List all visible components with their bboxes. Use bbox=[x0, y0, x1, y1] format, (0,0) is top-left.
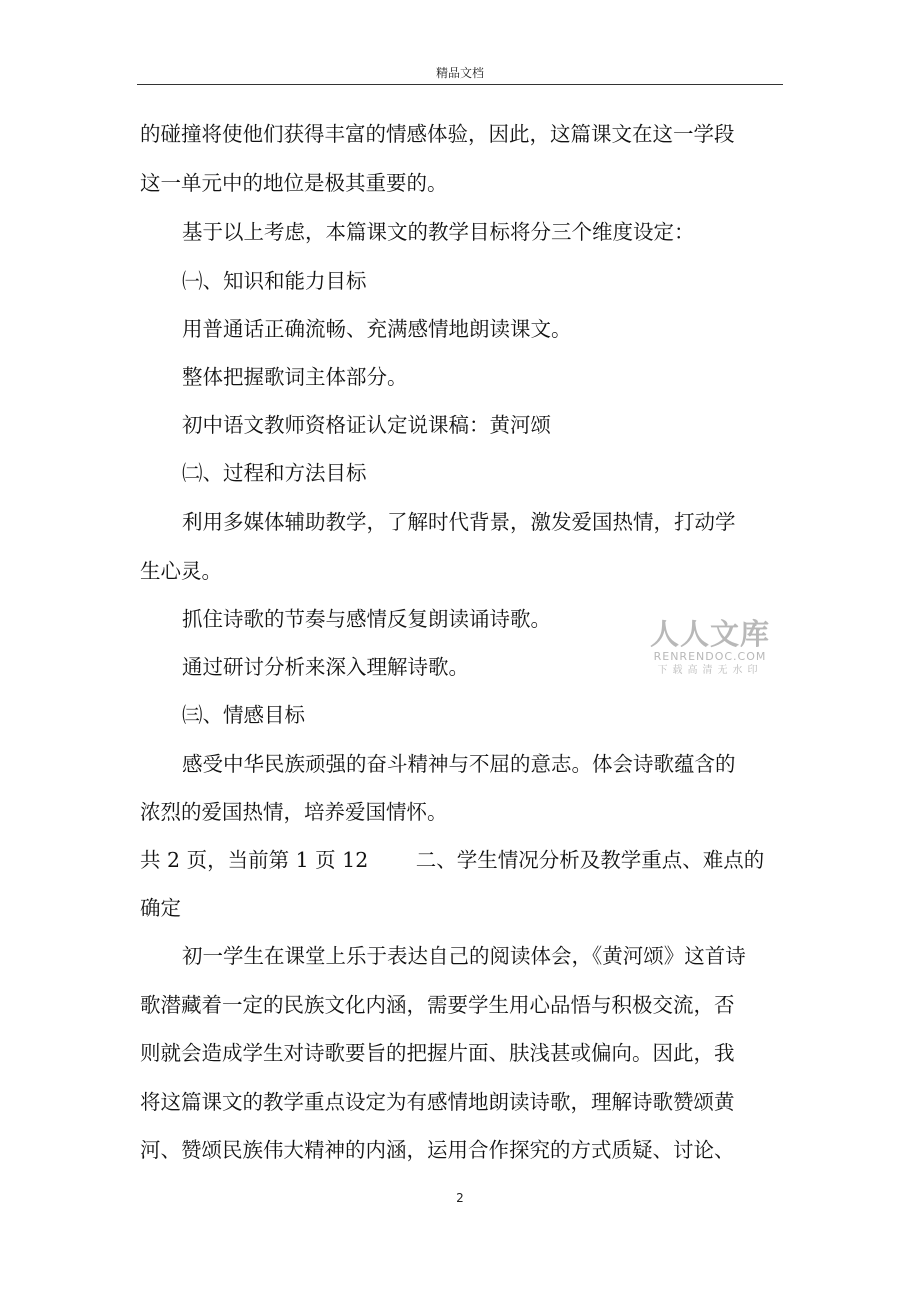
text-line: 感受中华民族顽强的奋斗精神与不屈的意志。体会诗歌蕴含的 bbox=[182, 752, 736, 776]
text-line: 共 2 页，当前第 1 页 12 二、学生情况分析及教学重点、难点的 bbox=[140, 848, 765, 872]
watermark-domain: RENRENDOC.COM bbox=[653, 650, 767, 663]
text-line: 生心灵。 bbox=[140, 559, 222, 583]
text-line: 初一学生在课堂上乐于表达自己的阅读体会，《黄河颂》这首诗 bbox=[182, 944, 746, 968]
text-line: 基于以上考虑，本篇课文的教学目标将分三个维度设定： bbox=[182, 220, 695, 244]
section-heading: ㈠、知识和能力目标 bbox=[182, 269, 367, 293]
text-line: 抓住诗歌的节奏与感情反复朗读诵诗歌。 bbox=[182, 607, 551, 631]
watermark bbox=[648, 618, 772, 678]
text-line: 则就会造成学生对诗歌要旨的把握片面、肤浅甚或偏向。因此，我 bbox=[140, 1041, 735, 1065]
text-line: 通过研讨分析来深入理解诗歌。 bbox=[182, 655, 469, 679]
section-heading: ㈢、情感目标 bbox=[182, 703, 305, 727]
text-line: 的碰撞将使他们获得丰富的情感体验，因此，这篇课文在这一学段 bbox=[140, 122, 735, 146]
text-line: 利用多媒体辅助教学，了解时代背景，激发爱国热情，打动学 bbox=[182, 510, 736, 534]
text-line: 初中语文教师资格证认定说课稿：黄河颂 bbox=[182, 413, 551, 437]
watermark-title: 人人文库 bbox=[649, 617, 770, 651]
text-line: 浓烈的爱国热情，培养爱国情怀。 bbox=[140, 800, 448, 824]
section-heading: ㈡、过程和方法目标 bbox=[182, 461, 367, 485]
watermark-slogan: 下载高清无水印 bbox=[657, 665, 763, 676]
text-line: 歌潜藏着一定的民族文化内涵，需要学生用心品悟与积极交流，否 bbox=[140, 993, 735, 1017]
page-header: 精品文档 bbox=[435, 66, 484, 80]
text-line: 河、赞颂民族伟大精神的内涵，运用合作探究的方式质疑、讨论、 bbox=[140, 1138, 735, 1162]
text-line: 整体把握歌词主体部分。 bbox=[182, 365, 408, 389]
text-line: 这一单元中的地位是极其重要的。 bbox=[140, 171, 448, 195]
page-number: 2 bbox=[456, 1191, 464, 1205]
text-line: 将这篇课文的教学重点设定为有感情地朗读诗歌，理解诗歌赞颂黄 bbox=[140, 1090, 735, 1114]
text-line: 确定 bbox=[140, 896, 181, 920]
text-line: 用普通话正确流畅、充满感情地朗读课文。 bbox=[182, 317, 572, 341]
